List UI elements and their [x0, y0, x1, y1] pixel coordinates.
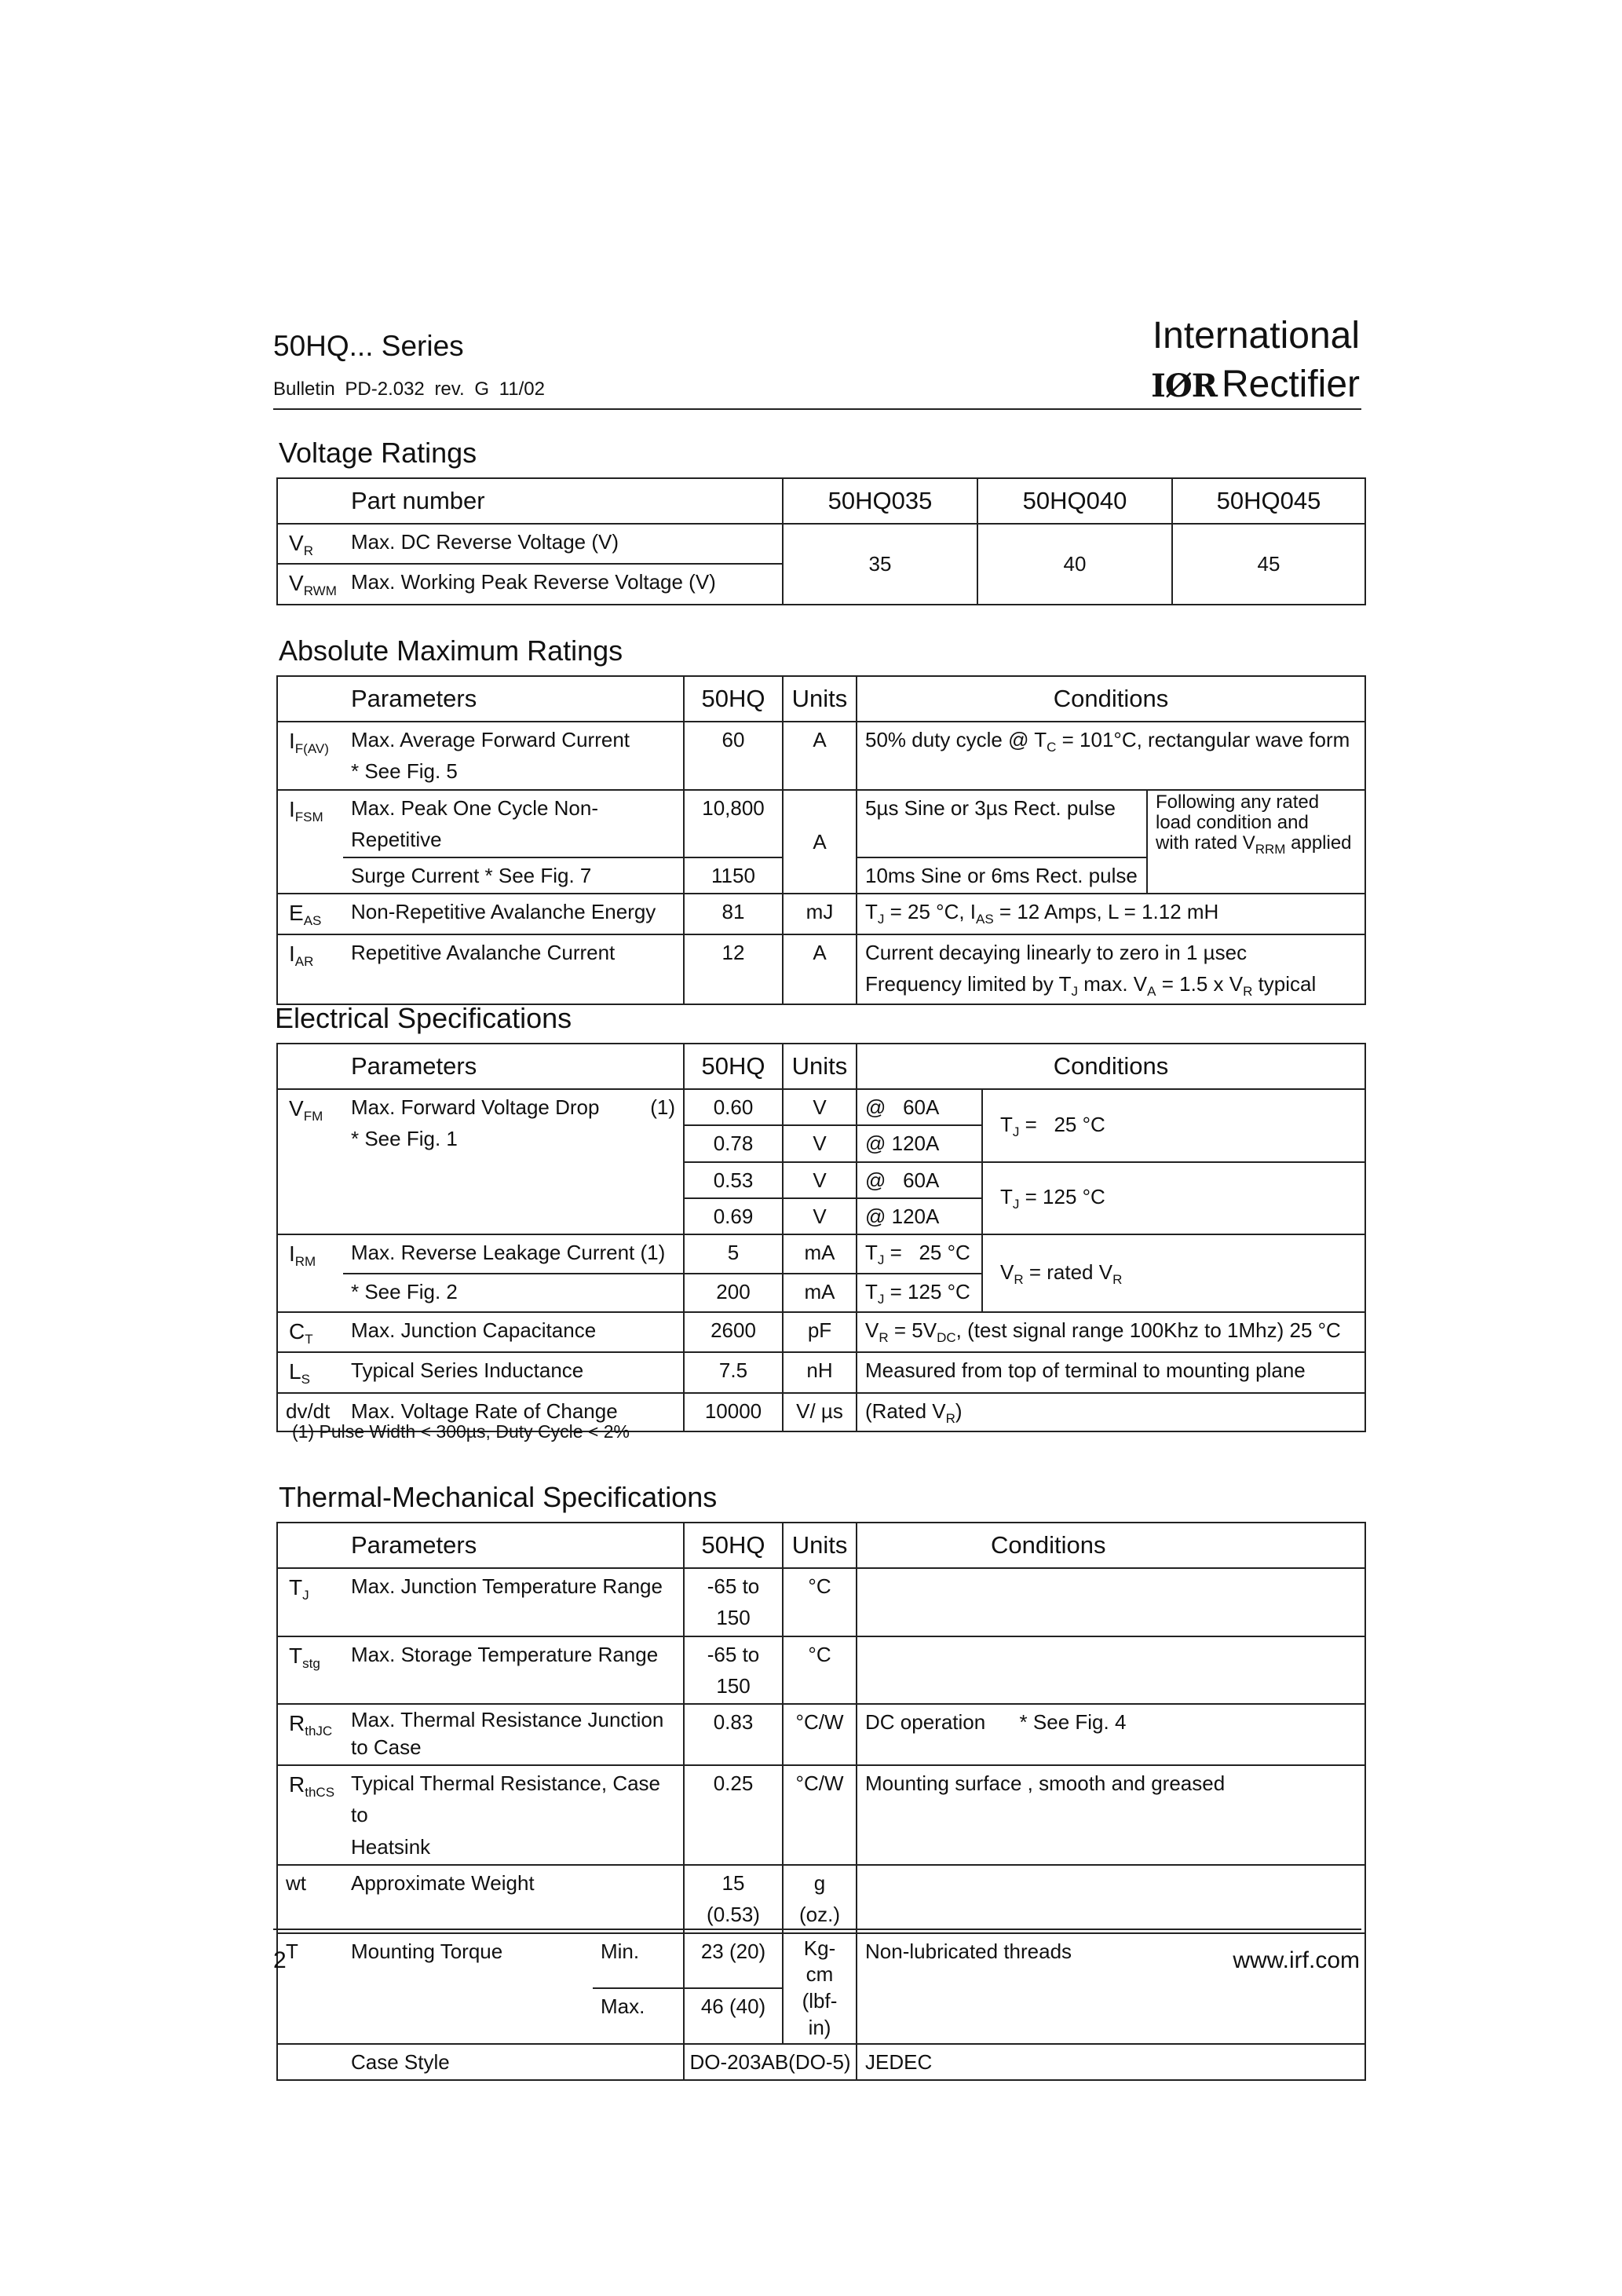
cond-vfm-1: @ 60A — [857, 1089, 982, 1125]
cond-rthcs: Mounting surface , smooth and greased — [857, 1765, 1365, 1865]
table-row — [277, 1933, 1365, 1989]
unit-ifav: A — [783, 722, 857, 790]
cond-irm-vr: $V_R$ = rated $V_R$ — [982, 1234, 1365, 1312]
value-ifsm-1: 10,800 — [684, 790, 783, 858]
table-row — [277, 1568, 1365, 1636]
cond-eas: $T_J = 25$ °C, $I_{AS} = 12$ Amps, L = 1.12 mH — [857, 894, 1365, 934]
cond-vfm-3: @ 60A — [857, 1162, 982, 1198]
cond-rthjc: DC operation * See Fig. 4 — [857, 1704, 1365, 1765]
desc-rthjc: Max. Thermal Resistance Junction to Case — [343, 1704, 684, 1765]
desc-tj: Max. Junction Temperature Range — [343, 1568, 684, 1636]
cond-vfm-tj25: $T_J = 25$ °C — [982, 1089, 1365, 1162]
symbol-torque: T — [277, 1933, 343, 2044]
symbol-vrwm: $V_{RWM}$ — [277, 564, 343, 604]
desc-ifav: Max. Average Forward Current * See Fig. 5 — [343, 722, 684, 790]
desc-ct: Max. Junction Capacitance — [343, 1312, 684, 1352]
company-logo-top: International — [1152, 315, 1360, 356]
cond-ifsm-side: Following any rated load condition and with rated $V_{RRM}$ applied — [1147, 790, 1365, 894]
desc-tstg: Max. Storage Temperature Range — [343, 1636, 684, 1705]
value-rthcs: 0.25 — [684, 1765, 783, 1865]
voltage-ratings-heading: Voltage Ratings — [279, 437, 477, 469]
col-parameters: Parameters — [343, 1523, 684, 1568]
header-divider — [273, 408, 1361, 410]
symbol-ifav: $I_{F(AV)}$ — [277, 722, 343, 790]
cond-case: JEDEC — [857, 2044, 1365, 2080]
col-conditions: Conditions — [857, 676, 1365, 722]
value-irm-2: 200 — [684, 1274, 783, 1312]
col-part-1: 50HQ035 — [783, 478, 977, 524]
symbol-dvdt: dv/dt — [277, 1393, 343, 1431]
cond-dvdt: (Rated $V_R$) — [857, 1393, 1365, 1431]
unit-vfm-4: V — [783, 1198, 857, 1234]
value-torque-min: 23 (20) — [684, 1933, 783, 1989]
symbol-ifsm: $I_{FSM}$ — [277, 790, 343, 894]
value-wt: 15 (0.53) — [684, 1865, 783, 1933]
voltage-ratings-table — [276, 477, 1366, 605]
cond-ifsm-1: 5µs Sine or 3µs Rect. pulse — [857, 790, 1147, 858]
label-torque-min: Min. — [593, 1933, 684, 1989]
cond-vfm-tj125: $T_J = 125$ °C — [982, 1162, 1365, 1235]
unit-ct: pF — [783, 1312, 857, 1352]
bulletin-info: Bulletin PD-2.032 rev. G 11/02 — [273, 378, 545, 400]
table-row — [277, 790, 1365, 858]
electrical-heading: Electrical Specifications — [275, 1002, 572, 1034]
desc-iar: Repetitive Avalanche Current — [343, 934, 684, 1005]
label-torque-max: Max. — [593, 1988, 684, 2044]
symbol-tstg: $T_{stg}$ — [277, 1636, 343, 1705]
unit-tstg: °C — [783, 1636, 857, 1705]
table-header-row — [277, 676, 1365, 722]
unit-eas: mJ — [783, 894, 857, 934]
symbol-iar: $I_{AR}$ — [277, 934, 343, 1005]
symbol-ct: $C_T$ — [277, 1312, 343, 1352]
table-row — [277, 2044, 1365, 2080]
cond-iar: Current decaying linearly to zero in 1 µsec Frequency limited by $T_J$ max. $V_A = 1.5$ x $V_R$ typical — [857, 934, 1365, 1005]
col-50hq: 50HQ — [684, 1523, 783, 1568]
footer-divider — [273, 1929, 1361, 1930]
desc-ifsm-1: Max. Peak One Cycle Non-Repetitive — [343, 790, 684, 858]
desc-irm-1: Max. Reverse Leakage Current (1) — [343, 1234, 684, 1273]
value-part-3: 45 — [1172, 524, 1365, 605]
symbol-wt: wt — [277, 1865, 343, 1933]
value-eas: 81 — [684, 894, 783, 934]
value-part-2: 40 — [977, 524, 1172, 605]
unit-rthjc: °C/W — [783, 1704, 857, 1765]
value-ifsm-2: 1150 — [684, 857, 783, 894]
symbol-vfm: $V_{FM}$ — [277, 1089, 343, 1234]
table-row — [277, 1312, 1365, 1352]
cond-vfm-2: @ 120A — [857, 1125, 982, 1161]
company-logo-bottom — [1151, 363, 1360, 406]
table-row — [277, 722, 1365, 790]
unit-irm-2: mA — [783, 1274, 857, 1312]
table-header-row — [277, 1523, 1365, 1568]
desc-vfm: Max. Forward Voltage Drop (1) * See Fig. 1 — [343, 1089, 684, 1234]
desc-case: Case Style — [343, 2044, 684, 2080]
cond-vfm-4: @ 120A — [857, 1198, 982, 1234]
absolute-max-heading: Absolute Maximum Ratings — [279, 634, 623, 667]
desc-ifsm-2: Surge Current * See Fig. 7 — [343, 857, 684, 894]
value-torque-max: 46 (40) — [684, 1988, 783, 2044]
desc-rthcs: Typical Thermal Resistance, Case to Heatsink — [343, 1765, 684, 1865]
symbol-irm: $I_{RM}$ — [277, 1234, 343, 1312]
desc-vr: Max. DC Reverse Voltage (V) — [343, 524, 783, 564]
table-row — [277, 1865, 1365, 1933]
value-case: DO-203AB(DO-5) — [684, 2044, 857, 2080]
table-row — [277, 934, 1365, 1005]
thermal-heading: Thermal-Mechanical Specifications — [279, 1481, 718, 1513]
table-row — [277, 1352, 1365, 1392]
value-irm-1: 5 — [684, 1234, 783, 1273]
unit-rthcs: °C/W — [783, 1765, 857, 1865]
unit-vfm-2: V — [783, 1125, 857, 1161]
value-iar: 12 — [684, 934, 783, 1005]
page-number: 2 — [273, 1947, 287, 1973]
absolute-max-table — [276, 675, 1366, 1005]
value-tstg: -65 to 150 — [684, 1636, 783, 1705]
table-row — [277, 1636, 1365, 1705]
table-header-row — [277, 478, 1365, 524]
cond-irm-t1: $T_J = 25$ °C — [857, 1234, 982, 1273]
symbol-vr: $V_R$ — [277, 524, 343, 564]
col-part-number: Part number — [343, 478, 783, 524]
table-row — [277, 894, 1365, 934]
col-50hq: 50HQ — [684, 1044, 783, 1089]
symbol-ls: $L_S$ — [277, 1352, 343, 1392]
value-rthjc: 0.83 — [684, 1704, 783, 1765]
desc-torque: Mounting Torque — [343, 1933, 593, 2044]
unit-ifsm: A — [783, 790, 857, 894]
cond-ifav: 50% duty cycle @ $T_C = 101^\circ C$, rectangular wave form — [857, 722, 1365, 790]
value-ct: 2600 — [684, 1312, 783, 1352]
symbol-rthcs: $R_{thCS}$ — [277, 1765, 343, 1865]
footnote: (1) Pulse Width < 300µs, Duty Cycle < 2% — [292, 1421, 630, 1442]
cond-ls: Measured from top of terminal to mounting plane — [857, 1352, 1365, 1392]
unit-iar: A — [783, 934, 857, 1005]
cond-irm-t2: $T_J = 125$ °C — [857, 1274, 982, 1312]
table-header-row — [277, 1044, 1365, 1089]
desc-wt: Approximate Weight — [343, 1865, 684, 1933]
unit-torque: Kg-cm (lbf-in) — [783, 1933, 857, 2044]
col-parameters: Parameters — [343, 1044, 684, 1089]
unit-irm-1: mA — [783, 1234, 857, 1273]
table-row — [277, 1765, 1365, 1865]
unit-vfm-3: V — [783, 1162, 857, 1198]
value-tj: -65 to 150 — [684, 1568, 783, 1636]
value-ls: 7.5 — [684, 1352, 783, 1392]
symbol-tj: $T_J$ — [277, 1568, 343, 1636]
table-row — [277, 1234, 1365, 1273]
unit-vfm-1: V — [783, 1089, 857, 1125]
table-row — [277, 1704, 1365, 1765]
value-vfm-1: 0.60 — [684, 1089, 783, 1125]
logo-rectifier: Rectifier — [1221, 364, 1360, 405]
col-50hq: 50HQ — [684, 676, 783, 722]
symbol-eas: $E_{AS}$ — [277, 894, 343, 934]
value-dvdt: 10000 — [684, 1393, 783, 1431]
cond-torque: Non-lubricated threads — [857, 1933, 1365, 2044]
desc-vrwm: Max. Working Peak Reverse Voltage (V) — [343, 564, 783, 604]
unit-tj: °C — [783, 1568, 857, 1636]
col-part-3: 50HQ045 — [1172, 478, 1365, 524]
electrical-table — [276, 1043, 1366, 1432]
col-part-2: 50HQ040 — [977, 478, 1172, 524]
col-units: Units — [783, 1044, 857, 1089]
col-units: Units — [783, 1523, 857, 1568]
cond-ifsm-2: 10ms Sine or 6ms Rect. pulse — [857, 857, 1147, 894]
value-vfm-2: 0.78 — [684, 1125, 783, 1161]
unit-wt: g (oz.) — [783, 1865, 857, 1933]
desc-dvdt: Max. Voltage Rate of Change — [343, 1393, 684, 1431]
desc-eas: Non-Repetitive Avalanche Energy — [343, 894, 684, 934]
unit-dvdt: V/ µs — [783, 1393, 857, 1431]
col-conditions: Conditions — [857, 1523, 1365, 1568]
website-link[interactable]: www.irf.com — [1233, 1947, 1360, 1973]
table-row — [277, 1089, 1365, 1125]
col-units: Units — [783, 676, 857, 722]
ior-logo-mark: IØR — [1151, 367, 1217, 404]
desc-irm-2: * See Fig. 2 — [343, 1274, 684, 1312]
value-part-1: 35 — [783, 524, 977, 605]
value-vfm-4: 0.69 — [684, 1198, 783, 1234]
value-ifav: 60 — [684, 722, 783, 790]
table-row — [277, 524, 1365, 564]
col-conditions: Conditions — [857, 1044, 1365, 1089]
cond-ct: $V_R = 5V_{DC}$, (test signal range 100Khz to 1Mhz) 25 °C — [857, 1312, 1365, 1352]
desc-ls: Typical Series Inductance — [343, 1352, 684, 1392]
unit-ls: nH — [783, 1352, 857, 1392]
series-title: 50HQ... Series — [273, 330, 464, 362]
value-vfm-3: 0.53 — [684, 1162, 783, 1198]
thermal-table — [276, 1522, 1366, 2081]
col-parameters: Parameters — [343, 676, 684, 722]
symbol-rthjc: $R_{thJC}$ — [277, 1704, 343, 1765]
